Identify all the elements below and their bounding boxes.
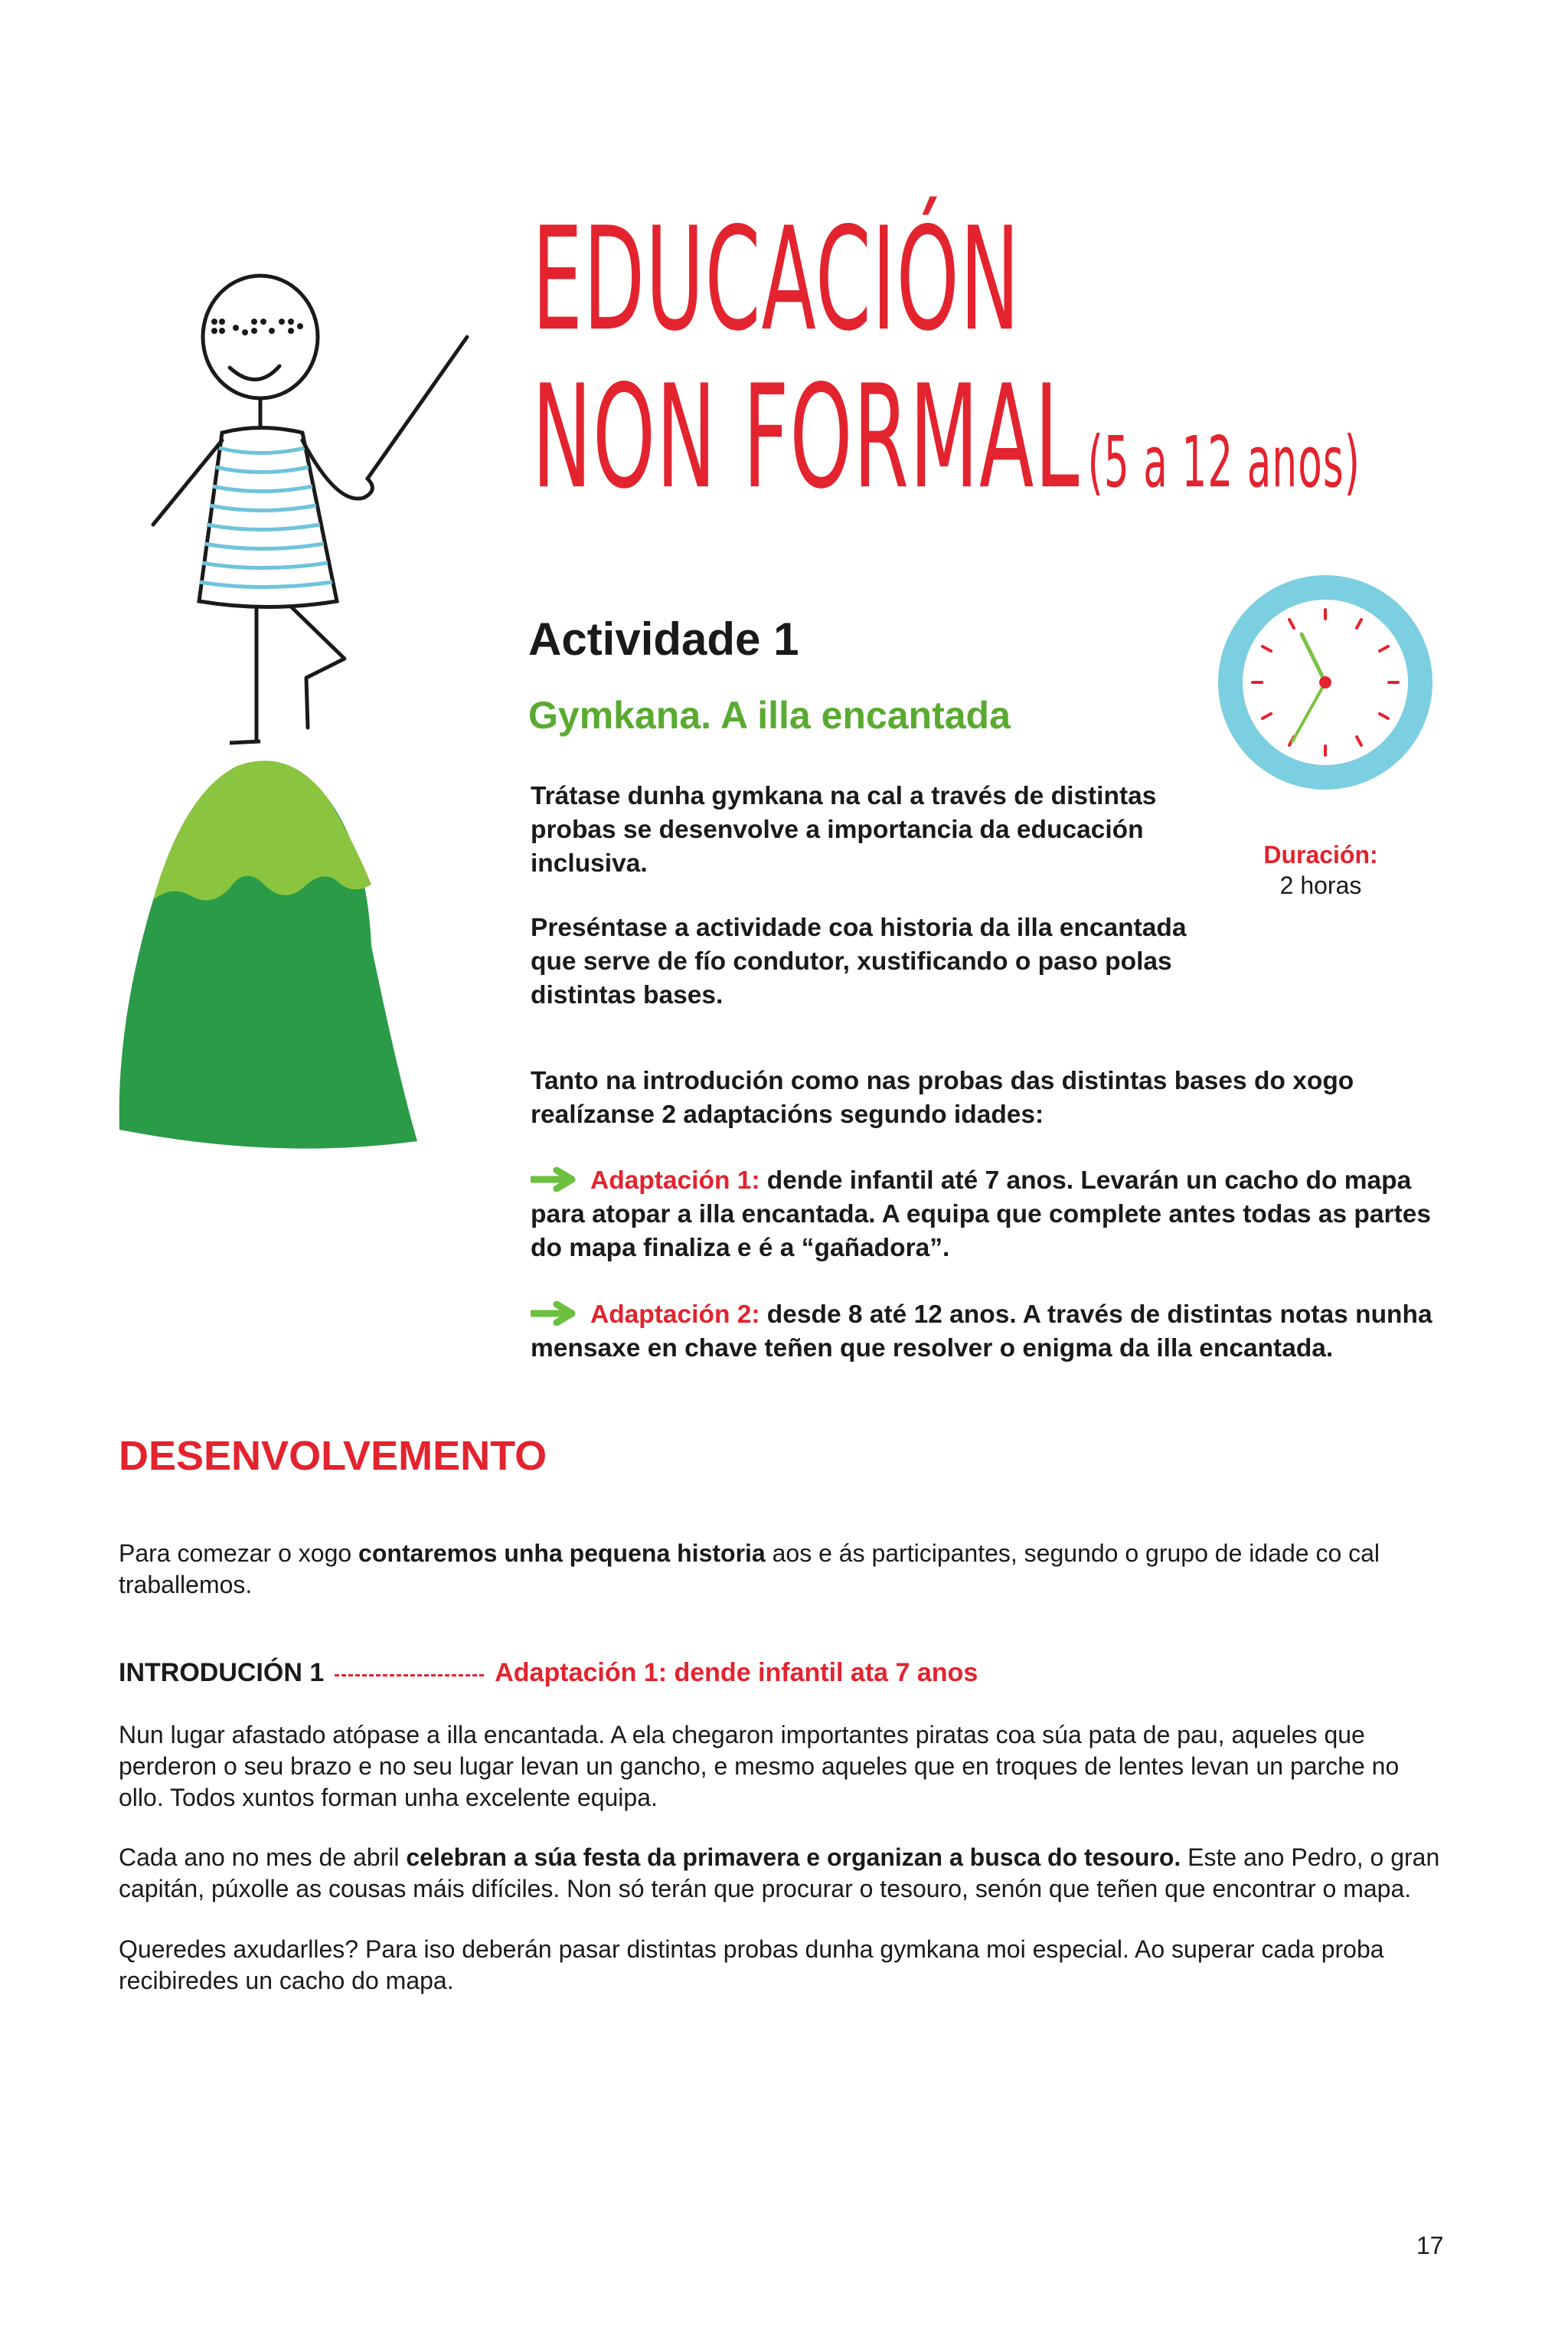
stick-figure-illustration — [107, 260, 505, 751]
story-p2-pre: Cada ano no mes de abril — [119, 1843, 407, 1871]
adaptation-2-label: Adaptación 2: — [590, 1300, 760, 1329]
story-paragraph-2 — [119, 1842, 1447, 1905]
adaptation-2-text: desde 8 até 12 anos. A través de distintas notas nunha mensaxe en chave teñen que resolver o enigma da illa encantada. — [531, 1300, 1432, 1362]
age-range: (5 a 12 anos) — [1087, 421, 1361, 503]
section-heading: DESENVOLVEMENTO — [119, 1433, 547, 1479]
adaptation-1-label: Adaptación 1: — [590, 1166, 760, 1195]
story-p2-post: Este ano Pedro, o gran capitán, púxolle as cousas máis difíciles. Non só terán que procurar o tesouro, senón que teñen que encontrar o mapa. — [119, 1843, 1440, 1902]
adaptation-1 — [531, 1164, 1449, 1265]
clock-icon — [1216, 573, 1435, 792]
page-number: 17 — [1416, 2232, 1444, 2259]
dashed-divider — [335, 1674, 484, 1676]
duration-value: 2 horas — [1279, 872, 1362, 899]
activity-description-1: Trátase dunha gymkana na cal a través de distintas probas se desenvolve a importancia da educación inclusiva. — [531, 782, 1157, 878]
development-p1-post: aos e ás participantes, segundo o grupo de idade co cal traballemos. — [119, 1539, 1380, 1598]
green-hill-illustration — [107, 731, 429, 1168]
introduction-heading — [119, 1658, 978, 1688]
duration-label: Duración: — [1263, 841, 1378, 868]
page-title-line-2-text: NON FORMAL — [532, 354, 1080, 520]
development-paragraph-1 — [119, 1538, 1447, 1601]
adaptation-1-text: dende infantil até 7 anos. Levarán un cacho do mapa para atopar a illa encantada. A equipa que complete antes todas as partes do mapa finaliza e é a “gañadora”. — [531, 1166, 1431, 1262]
introduction-label: INTRODUCIÓN 1 — [119, 1658, 325, 1687]
story-paragraph-3: Queredes axudarlles? Para iso deberán pasar distintas probas dunha gymkana moi especial. Ao superar cada proba recibiredes un cacho do mapa. — [119, 1935, 1384, 1994]
development-p1-pre: Para comezar o xogo — [119, 1539, 359, 1567]
activity-description-2: Preséntase a actividade coa historia da illa encantada que serve de fío condutor, xustificando o paso polas distintas bases. — [531, 914, 1187, 1009]
activity-heading: Actividade 1 — [528, 613, 799, 665]
page-title-line-2 — [532, 354, 1361, 520]
adaptation-2 — [531, 1298, 1449, 1366]
arrow-right-icon — [531, 1167, 577, 1192]
activity-subtitle: Gymkana. A illa encantada — [528, 694, 1011, 737]
activity-description-3: Tanto na introdución como nas probas das distintas bases do xogo realízanse 2 adaptacións segundo idades: — [531, 1067, 1354, 1129]
story-p2-bold: celebran a súa festa da primavera e organizan a busca do tesouro. — [406, 1843, 1181, 1871]
page-title-line-1: EDUCACIÓN — [532, 196, 1021, 362]
story-paragraph-1: Nun lugar afastado atópase a illa encantada. A ela chegaron importantes piratas coa súa pata de pau, aqueles que perderon o seu brazo e no seu lugar levan un gancho, e mesmo aqueles que en troques de lentes levan un parche no ollo. Todos xuntos forman unha excelente equipa. — [119, 1721, 1400, 1811]
introduction-adaptation: Adaptación 1: dende infantil ata 7 anos — [495, 1658, 978, 1687]
arrow-right-icon — [531, 1301, 577, 1326]
development-p1-bold: contaremos unha pequena historia — [358, 1539, 766, 1567]
